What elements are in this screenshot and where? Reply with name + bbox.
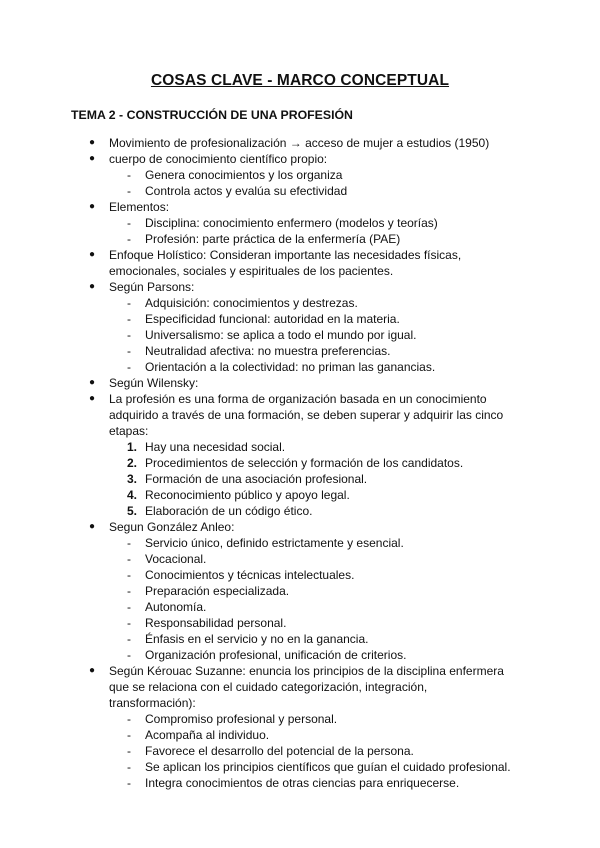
sub-item — [0, 647, 535, 663]
item-text: Compromiso profesional y personal. — [145, 712, 338, 726]
sub-item — [0, 759, 535, 775]
sub-item — [0, 775, 535, 791]
list-marker: - — [127, 632, 131, 646]
bullet-item — [0, 279, 509, 295]
bullet-item — [0, 135, 509, 151]
list-marker: - — [127, 232, 131, 246]
list-marker: 1. — [127, 440, 138, 454]
item-text: Orientación a la colectividad: no priman las ganancias. — [145, 360, 436, 374]
list-marker: - — [127, 760, 131, 774]
sub-item — [0, 295, 535, 311]
item-text: Controla actos y evalúa su efectividad — [145, 184, 348, 198]
numbered-item — [0, 471, 535, 487]
sub-item — [0, 167, 535, 183]
numbered-item — [0, 503, 535, 519]
sub-item — [0, 567, 535, 583]
list-marker: - — [127, 648, 131, 662]
list-marker: 5. — [127, 504, 138, 518]
list-marker: - — [127, 600, 131, 614]
item-text: Procedimientos de selección y formación de los candidatos. — [145, 456, 464, 470]
item-text: Genera conocimientos y los organiza — [145, 168, 343, 182]
list-marker: - — [127, 296, 131, 310]
item-text: Según Kérouac Suzanne: enuncia los principios de la disciplina enfermera que se relaciona con el cuidado categorización, integración, transformación): — [109, 664, 504, 710]
list-marker: - — [127, 584, 131, 598]
sub-item — [0, 599, 535, 615]
bullet-item — [0, 519, 509, 535]
item-text: Enfoque Holístico: Consideran importante las necesidades físicas, emocionales, sociales y espirituales de los pacientes. — [109, 248, 462, 278]
list-marker: - — [127, 168, 131, 182]
list-marker: - — [127, 552, 131, 566]
item-text: Acompaña al individuo. — [145, 728, 270, 742]
item-text: Elementos: — [109, 200, 170, 214]
item-text: Adquisición: conocimientos y destrezas. — [145, 296, 358, 310]
bullet-item — [0, 199, 509, 215]
bullet-icon: ● — [89, 521, 96, 532]
list-marker: - — [127, 216, 131, 230]
sub-item — [0, 183, 535, 199]
bullet-icon: ● — [89, 665, 96, 676]
item-text: Servicio único, definido estrictamente y esencial. — [145, 536, 404, 550]
item-text: Según Wilensky: — [109, 376, 199, 390]
document-body — [0, 135, 600, 791]
item-text: Según Parsons: — [109, 280, 195, 294]
sub-item — [0, 631, 535, 647]
sub-item — [0, 743, 535, 759]
sub-item — [0, 711, 535, 727]
item-text: Hay una necesidad social. — [145, 440, 286, 454]
item-text: cuerpo de conocimiento científico propio: — [109, 152, 328, 166]
item-text: Favorece el desarrollo del potencial de la persona. — [145, 744, 414, 758]
list-marker: - — [127, 184, 131, 198]
list-marker: - — [127, 312, 131, 326]
sub-item — [0, 359, 535, 375]
item-text: Universalismo: se aplica a todo el mundo por igual. — [145, 328, 417, 342]
item-text: Preparación especializada. — [145, 584, 290, 598]
item-text: Integra conocimientos de otras ciencias para enriquecerse. — [145, 776, 460, 790]
item-text: Movimiento de profesionalización → acceso de mujer a estudios (1950) — [109, 136, 490, 150]
item-text: Responsabilidad personal. — [145, 616, 287, 630]
item-text: Elaboración de un código ético. — [145, 504, 313, 518]
list-marker: - — [127, 360, 131, 374]
list-marker: - — [127, 712, 131, 726]
list-marker: - — [127, 744, 131, 758]
sub-item — [0, 327, 535, 343]
numbered-item — [0, 455, 535, 471]
bullet-item — [0, 151, 509, 167]
sub-item — [0, 311, 535, 327]
list-marker: 4. — [127, 488, 138, 502]
bullet-icon: ● — [89, 137, 96, 148]
numbered-item — [0, 439, 535, 455]
list-marker: - — [127, 776, 131, 790]
sub-item — [0, 551, 535, 567]
list-marker: 3. — [127, 472, 138, 486]
bullet-icon: ● — [89, 249, 96, 260]
item-text: Segun González Anleo: — [109, 520, 235, 534]
item-text: La profesión es una forma de organización basada en un conocimiento adquirido a través de una formación, se deben superar y adquirir las cinco etapas: — [109, 392, 504, 438]
page-title: COSAS CLAVE - MARCO CONCEPTUAL — [150, 72, 450, 89]
item-text: Formación de una asociación profesional. — [145, 472, 368, 486]
list-marker: - — [127, 328, 131, 342]
list-marker: - — [127, 616, 131, 630]
list-marker: - — [127, 568, 131, 582]
item-text: Conocimientos y técnicas intelectuales. — [145, 568, 355, 582]
item-text: Especificidad funcional: autoridad en la materia. — [145, 312, 400, 326]
bullet-item — [0, 663, 509, 711]
item-text: Organización profesional, unificación de criterios. — [145, 648, 407, 662]
item-text: Disciplina: conocimiento enfermero (modelos y teorías) — [145, 216, 438, 230]
sub-item — [0, 231, 535, 247]
item-text: Neutralidad afectiva: no muestra preferencias. — [145, 344, 391, 358]
numbered-item — [0, 487, 535, 503]
item-text: Énfasis en el servicio y no en la ganancia. — [145, 632, 369, 646]
bullet-icon: ● — [89, 153, 96, 164]
item-text: Autonomía. — [145, 600, 207, 614]
item-text: Vocacional. — [145, 552, 207, 566]
bullet-icon: ● — [89, 281, 96, 292]
list-marker: 2. — [127, 456, 138, 470]
item-text: Profesión: parte práctica de la enfermería (PAE) — [145, 232, 401, 246]
bullet-icon: ● — [89, 201, 96, 212]
bullet-item — [0, 247, 509, 279]
sub-item — [0, 215, 535, 231]
item-text: Reconocimiento público y apoyo legal. — [145, 488, 350, 502]
bullet-item — [0, 391, 509, 439]
bullet-icon: ● — [89, 377, 96, 388]
sub-item — [0, 535, 535, 551]
sub-item — [0, 343, 535, 359]
bullet-item — [0, 375, 509, 391]
list-marker: - — [127, 536, 131, 550]
bullet-icon: ● — [89, 393, 96, 404]
list-marker: - — [127, 344, 131, 358]
list-marker: - — [127, 728, 131, 742]
sub-item — [0, 727, 535, 743]
sub-item — [0, 583, 535, 599]
sub-item — [0, 615, 535, 631]
section-heading: TEMA 2 - CONSTRUCCIÓN DE UNA PROFESIÓN — [71, 108, 353, 122]
item-text: Se aplican los principios científicos que guían el cuidado profesional. — [145, 760, 511, 774]
